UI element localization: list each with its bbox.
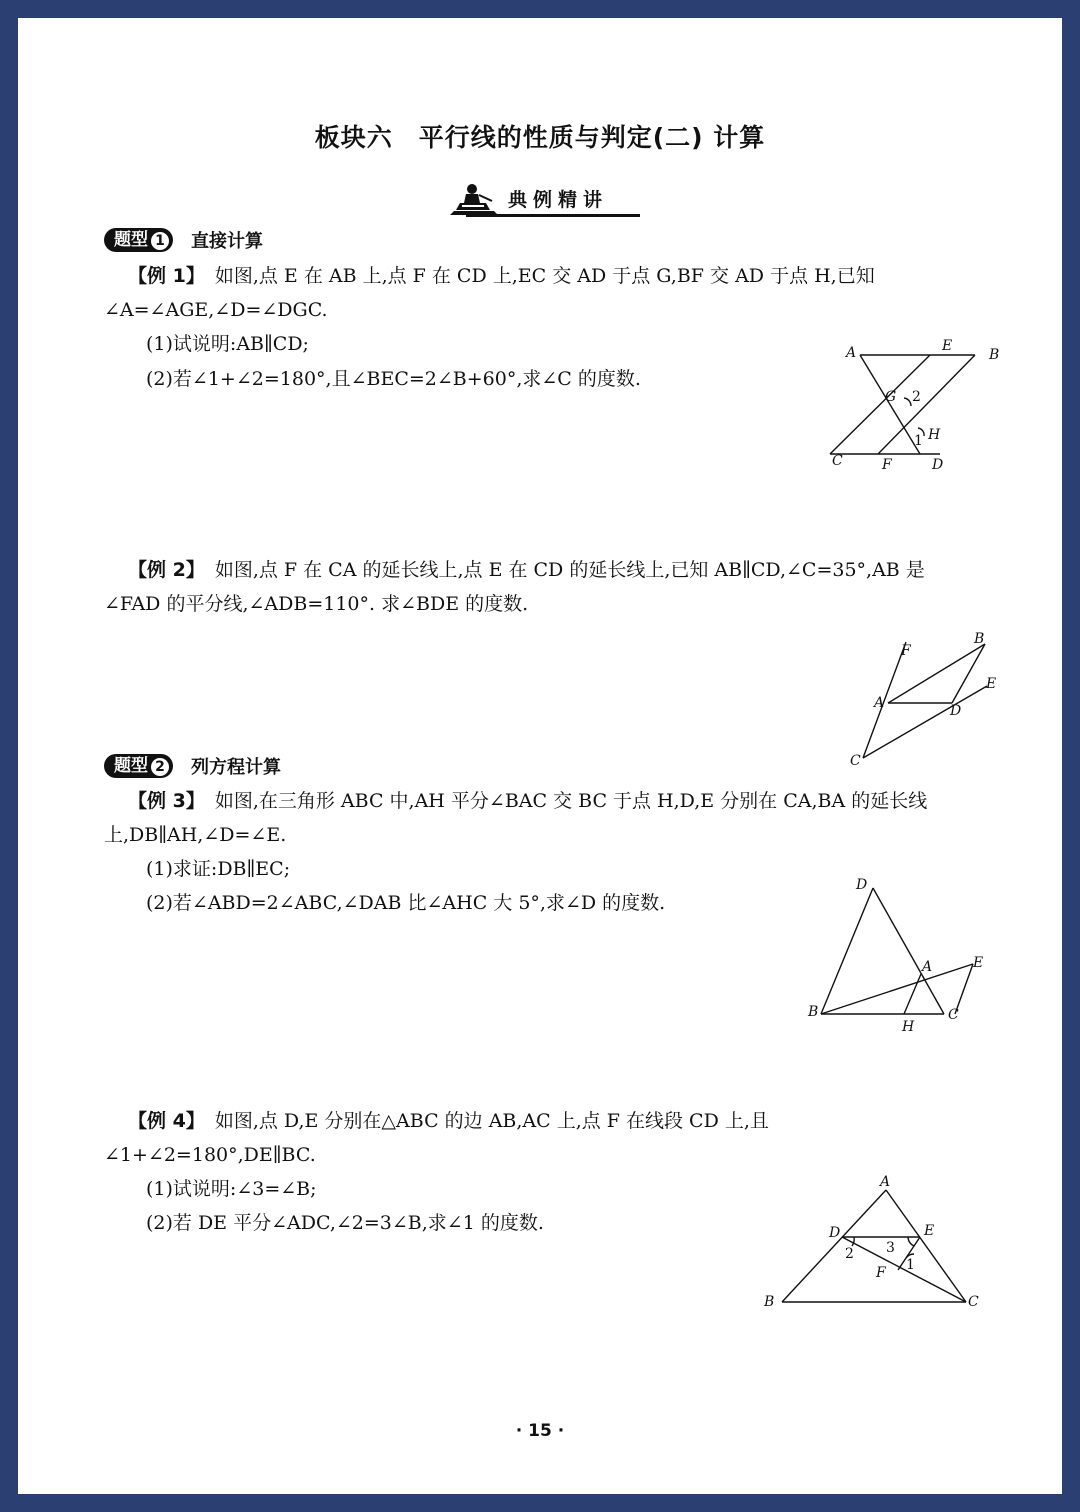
fig2-label-B: B [974, 631, 985, 647]
example-1-text [104, 259, 980, 327]
fig1-label-F: F [882, 457, 892, 473]
figure-2 [830, 614, 1000, 769]
fig1-label-A: A [846, 345, 857, 361]
example-3-q2: (2)若∠ABD=2∠ABC,∠DAB 比∠AHC 大 5°,求∠D 的度数. [146, 892, 666, 914]
fig4-label-2: 2 [845, 1246, 854, 1262]
example-1-label: 【例 1】 [128, 265, 205, 287]
page-title [18, 118, 1062, 154]
type-pill-label: 题型 [114, 230, 148, 250]
fig1-label-C: C [832, 453, 843, 469]
fig2-label-F: F [901, 643, 911, 659]
type-number: 2 [151, 758, 169, 776]
fig4-label-B: B [764, 1294, 775, 1310]
fig2-label-A: A [874, 695, 885, 711]
fig4-label-E: E [924, 1223, 935, 1239]
example-4-text [104, 1104, 980, 1172]
question-type-2 [104, 754, 281, 778]
example-3-label: 【例 3】 [128, 790, 205, 812]
example-4-q2: (2)若 DE 平分∠ADC,∠2=3∠B,求∠1 的度数. [146, 1212, 544, 1234]
title-part2: 平行线的性质与判定(二) 计算 [418, 123, 766, 152]
fig2-label-E: E [986, 676, 997, 692]
fig3-label-C: C [948, 1007, 959, 1023]
example-1-q1: (1)试说明:AB∥CD; [146, 333, 309, 355]
example-4-label: 【例 4】 [128, 1110, 205, 1132]
writing-figure-icon [446, 181, 502, 217]
type-pill-label: 题型 [114, 756, 148, 776]
example-1-q2: (2)若∠1+∠2=180°,且∠BEC=2∠B+60°,求∠C 的度数. [146, 368, 641, 390]
figure-3 [808, 858, 988, 1038]
fig3-label-B: B [808, 1004, 819, 1020]
fig3-label-E: E [973, 955, 984, 971]
fig1-label-D: D [932, 457, 944, 473]
fig1-label-G: G [885, 389, 897, 405]
example-4-q1: (1)试说明:∠3=∠B; [146, 1178, 317, 1200]
page [18, 18, 1062, 1494]
fig2-label-C: C [850, 753, 861, 769]
fig4-label-C: C [968, 1294, 979, 1310]
example-3-text [104, 784, 980, 852]
fig4-label-D: D [829, 1225, 841, 1241]
example-1-body: 如图,点 E 在 AB 上,点 F 在 CD 上,EC 交 AD 于点 G,BF 交 AD 于点 H,已知∠A=∠AGE,∠D=∠DGC. [104, 265, 875, 321]
example-3-q1: (1)求证:DB∥EC; [146, 858, 291, 880]
banner-underline [466, 214, 640, 217]
fig1-label-H: H [928, 427, 941, 443]
fig1-label-B: B [989, 347, 1000, 363]
section-banner [446, 181, 640, 217]
type-name: 直接计算 [191, 231, 263, 252]
fig2-label-D: D [950, 703, 962, 719]
type-pill [104, 754, 173, 778]
type-pill [104, 228, 173, 252]
figure-4 [758, 1176, 988, 1316]
page-number: · 15 · [515, 1421, 565, 1441]
question-type-1 [104, 228, 263, 252]
type-name: 列方程计算 [191, 757, 281, 778]
example-2-label: 【例 2】 [128, 559, 205, 581]
fig3-label-D: D [856, 877, 868, 893]
fig1-label-2: 2 [912, 389, 921, 405]
fig1-label-1: 1 [914, 433, 923, 449]
fig3-label-H: H [902, 1019, 915, 1035]
fig4-label-1: 1 [906, 1257, 915, 1273]
example-2-body: 如图,点 F 在 CA 的延长线上,点 E 在 CD 的延长线上,已知 AB∥CD,∠C=35°,AB 是∠FAD 的平分线,∠ADB=110°. 求∠BDE 的度数. [104, 559, 925, 615]
fig4-label-A: A [880, 1174, 891, 1190]
example-2-text [104, 553, 980, 621]
fig1-label-E: E [942, 338, 953, 354]
fig4-label-F: F [876, 1265, 886, 1281]
figure-1 [808, 320, 1000, 473]
type-number: 1 [151, 232, 169, 250]
example-3-body: 如图,在三角形 ABC 中,AH 平分∠BAC 交 BC 于点 H,D,E 分别在 CA,BA 的延长线上,DB∥AH,∠D=∠E. [104, 790, 928, 846]
banner-text: 典例精讲 [508, 189, 609, 211]
example-4-body: 如图,点 D,E 分别在△ABC 的边 AB,AC 上,点 F 在线段 CD 上,且∠1+∠2=180°,DE∥BC. [104, 1110, 769, 1166]
title-part1: 板块六 [314, 123, 393, 152]
fig3-label-A: A [922, 959, 933, 975]
fig4-label-3: 3 [886, 1240, 895, 1256]
